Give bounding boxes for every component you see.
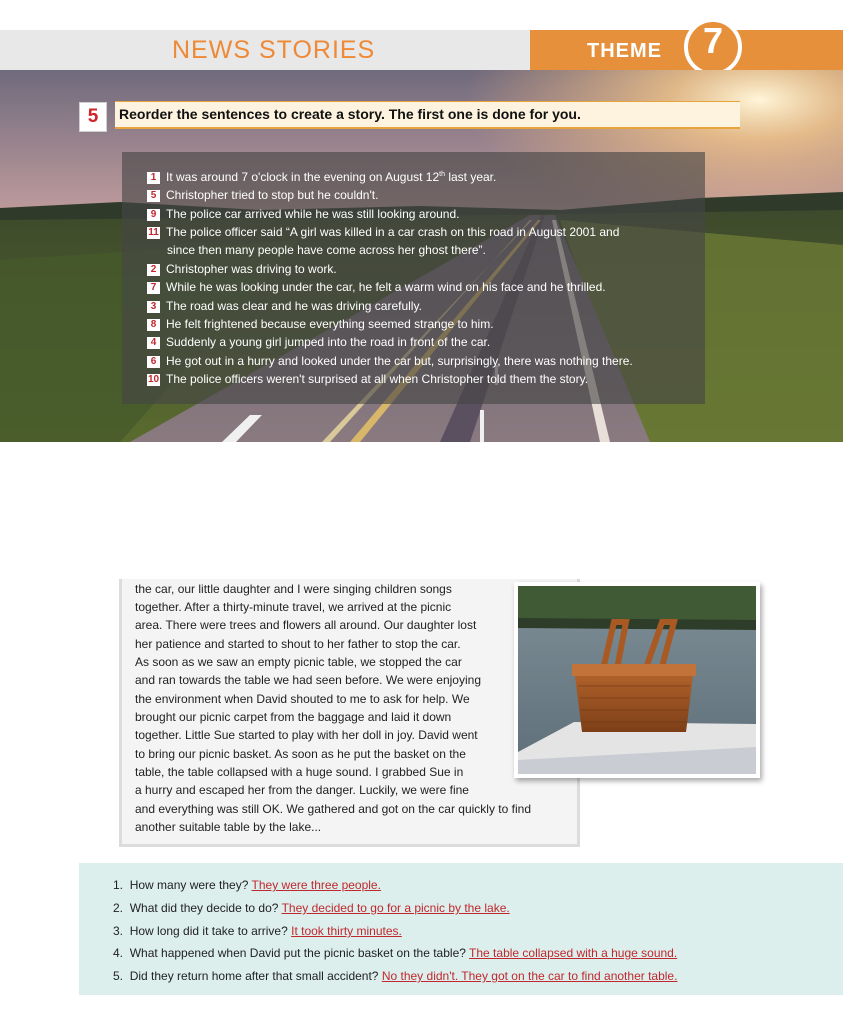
passage-line: to bring our picnic basket. As soon as he put the basket on the	[135, 747, 466, 761]
passage-line: together. Little Sue started to play with her doll in joy. David went	[135, 728, 478, 742]
answer-item: 4. What happened when David put the picnic basket on the table? The table collapsed with a huge sound.	[113, 946, 678, 960]
answer-text: No they didn't. They got on the car to find another table.	[381, 969, 678, 983]
sentence-item: 11 The police officer said “A girl was killed in a car crash on this road in August 2001 and	[148, 225, 620, 239]
sentence-number: 9	[147, 209, 160, 221]
sentence-number: 2	[147, 264, 160, 276]
answer-text: They were three people.	[251, 878, 381, 892]
passage-line: her patience and started to shout to her father to stop the car.	[135, 637, 461, 651]
sentence-number: 1	[147, 172, 160, 184]
sentence-item: 5 Christopher tried to stop but he couldn't.	[147, 188, 378, 202]
sentence-number: 6	[147, 356, 160, 368]
question-text: What happened when David put the picnic basket on the table?	[129, 946, 466, 960]
sentence-item: 3 The road was clear and he was driving carefully.	[147, 299, 422, 313]
sentence-item: 10 The police officers weren't surprised at all when Christopher told them the story.	[147, 372, 589, 386]
answer-text: They decided to go for a picnic by the lake.	[281, 901, 510, 915]
sentence-item: 8 He felt frightened because everything seemed strange to him.	[147, 317, 494, 331]
sentence-item: 7 While he was looking under the car, he felt a warm wind on his face and he thrilled.	[147, 280, 606, 294]
sentence-number: 4	[147, 337, 160, 349]
question-text: How long did it take to arrive?	[129, 924, 288, 938]
page-title: NEWS STORIES	[172, 36, 376, 64]
passage-line: the environment when David shouted to me to ask for help. We	[135, 692, 470, 706]
answer-item: 5. Did they return home after that small accident? No they didn't. They got on the car to find another table.	[113, 969, 678, 983]
sentence-item: 9 The police car arrived while he was still looking around.	[147, 207, 459, 221]
passage-line: together. After a thirty-minute travel, we arrived at the picnic	[135, 600, 452, 614]
passage-line: the car, our little daughter and I were singing children songs	[135, 582, 452, 596]
answer-item: 3. How long did it take to arrive? It took thirty minutes.	[113, 924, 402, 938]
passage-line: brought our picnic carpet from the baggage and laid it down	[135, 710, 452, 724]
answer-item: 2. What did they decide to do? They decided to go for a picnic by the lake.	[113, 901, 510, 915]
sentence-number: 7	[147, 282, 160, 294]
sentence-number: 3	[147, 301, 160, 313]
sentence-number: 8	[147, 319, 160, 331]
sentence-item: 4 Suddenly a young girl jumped into the road in front of the car.	[147, 335, 490, 349]
sentence-number: 11	[148, 227, 159, 238]
passage-line: another suitable table by the lake...	[135, 820, 322, 834]
sentence-number: 10	[147, 374, 160, 385]
exercise-instruction: Reorder the sentences to create a story. The first one is done for you.	[119, 106, 581, 122]
theme-label: THEME	[587, 40, 662, 62]
answer-item: 1. How many were they? They were three people.	[113, 878, 381, 892]
theme-number: 7	[702, 20, 724, 61]
sentence-item: 1 It was around 7 o'clock in the evening on August 12th last year.	[147, 170, 496, 184]
sentence-item: 2 Christopher was driving to work.	[147, 262, 337, 276]
question-text: How many were they?	[129, 878, 249, 892]
sentence-continuation: since then many people have come across her ghost there”.	[167, 243, 486, 257]
answer-text: The table collapsed with a huge sound.	[469, 946, 678, 960]
passage-line: As soon as we saw an empty picnic table, we stopped the car	[135, 655, 462, 669]
passage-line: and everything was still OK. We gathered and got on the car quickly to find	[135, 802, 531, 816]
picnic-basket-photo	[514, 582, 760, 778]
answer-text: It took thirty minutes.	[291, 924, 402, 938]
passage-line: a hurry and escaped her from the danger. Luckily, we were fine	[135, 783, 469, 797]
sentence-number: 5	[147, 190, 160, 202]
passage-line: table, the table collapsed with a huge sound. I grabbed Sue in	[135, 765, 464, 779]
question-text: Did they return home after that small accident?	[129, 969, 379, 983]
passage-line: area. There were trees and flowers all around. Our daughter lost	[135, 618, 477, 632]
question-text: What did they decide to do?	[129, 901, 279, 915]
passage-line: and ran towards the table we had seen before. We were enjoying	[135, 673, 481, 687]
sentence-item: 6 He got out in a hurry and looked under the car but, surprisingly, there was nothing there.	[147, 354, 633, 368]
exercise-number: 5	[79, 102, 107, 132]
